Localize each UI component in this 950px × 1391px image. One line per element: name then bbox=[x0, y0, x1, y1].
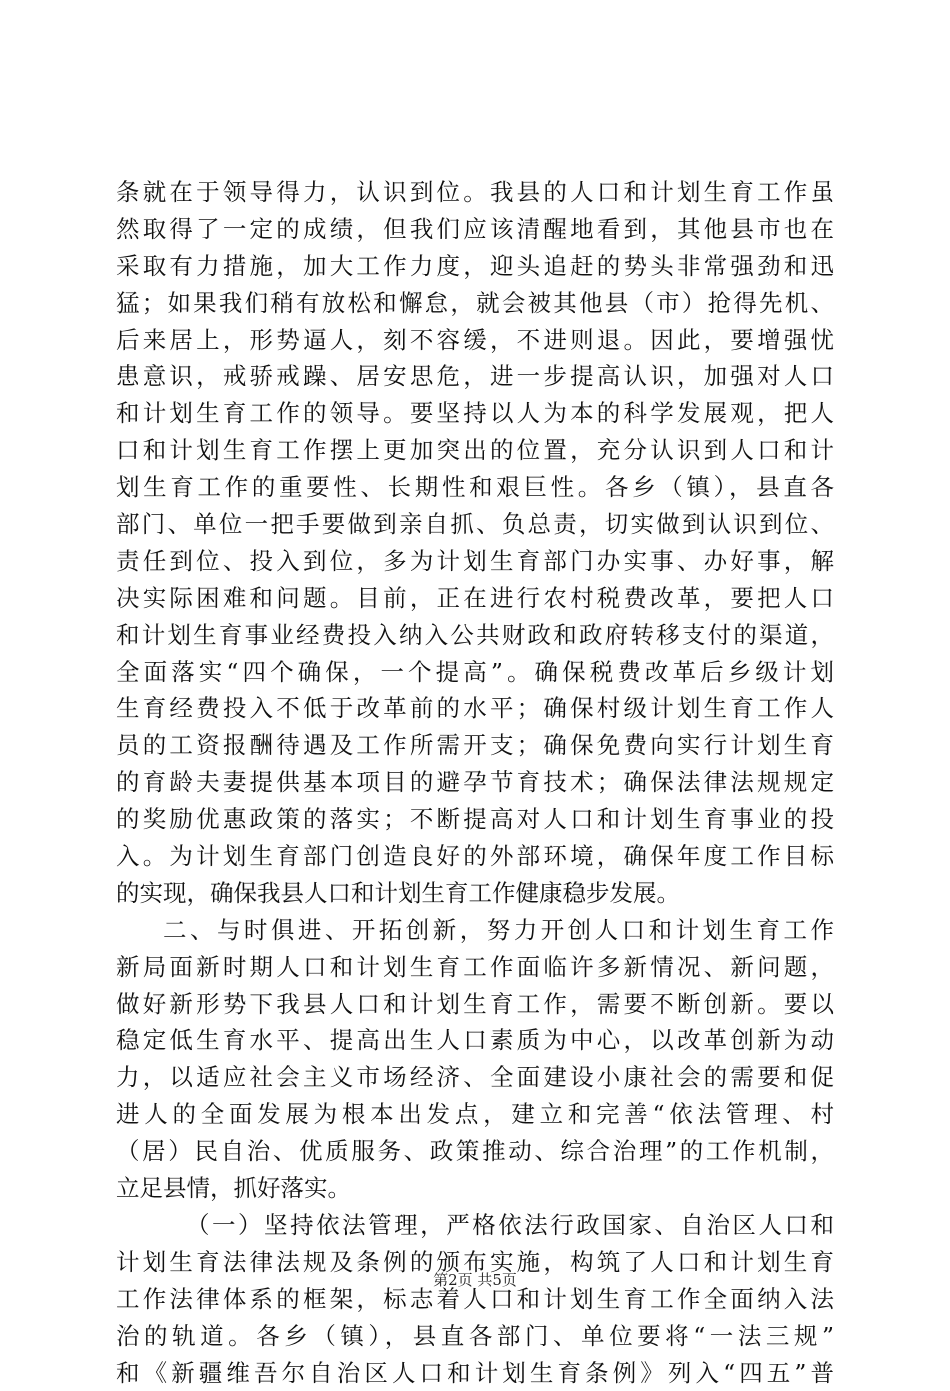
text-line: （一）坚持依法管理，严格依法行政国家、自治区人口和 bbox=[116, 1207, 834, 1244]
text-line: 和计划生育工作的领导。要坚持以人为本的科学发展观，把人 bbox=[116, 395, 834, 432]
text-line: 的实现，确保我县人口和计划生育工作健康稳步发展。 bbox=[116, 875, 834, 912]
text-line: 的奖励优惠政策的落实；不断提高对人口和计划生育事业的投 bbox=[116, 801, 834, 838]
text-line: 条就在于领导得力，认识到位。我县的人口和计划生育工作虽 bbox=[116, 174, 834, 211]
text-line: 口和计划生育工作摆上更加突出的位置，充分认识到人口和计 bbox=[116, 432, 834, 469]
text-line: 生育经费投入不低于改革前的水平；确保村级计划生育工作人 bbox=[116, 690, 834, 727]
text-line: 进人的全面发展为根本出发点，建立和完善“依法管理、村 bbox=[116, 1096, 834, 1133]
text-line: 和计划生育事业经费投入纳入公共财政和政府转移支付的渠道， bbox=[116, 617, 834, 654]
text-line: 猛；如果我们稍有放松和懈怠，就会被其他县（市）抢得先机、 bbox=[116, 285, 834, 322]
text-line: 部门、单位一把手要做到亲自抓、负总责，切实做到认识到位、 bbox=[116, 506, 834, 543]
text-line: 决实际困难和问题。目前，正在进行农村税费改革，要把人口 bbox=[116, 580, 834, 617]
text-line: 二、与时俱进、开拓创新，努力开创人口和计划生育工作 bbox=[116, 912, 834, 949]
text-line: 稳定低生育水平、提高出生人口素质为中心，以改革创新为动 bbox=[116, 1022, 834, 1059]
text-line: 患意识，戒骄戒躁、居安思危，进一步提高认识，加强对人口 bbox=[116, 358, 834, 395]
text-line: 计划生育法律法规及条例的颁布实施，构筑了人口和计划生育 bbox=[116, 1244, 834, 1281]
text-line: 和《新疆维吾尔自治区人口和计划生育条例》列入“四五”普 bbox=[116, 1355, 834, 1391]
text-line: 然取得了一定的成绩，但我们应该清醒地看到，其他县市也在 bbox=[116, 211, 834, 248]
text-line: （居）民自治、优质服务、政策推动、综合治理”的工作机制， bbox=[116, 1133, 834, 1170]
text-line: 治的轨道。各乡（镇），县直各部门、单位要将“一法三规” bbox=[116, 1318, 834, 1355]
text-line: 入。为计划生育部门创造良好的外部环境，确保年度工作目标 bbox=[116, 838, 834, 875]
page-footer: 第2页 共5页 bbox=[0, 1270, 950, 1290]
text-line: 立足县情，抓好落实。 bbox=[116, 1170, 834, 1207]
text-line: 员的工资报酬待遇及工作所需开支；确保免费向实行计划生育 bbox=[116, 727, 834, 764]
text-line: 责任到位、投入到位，多为计划生育部门办实事、办好事，解 bbox=[116, 543, 834, 580]
document-body bbox=[116, 174, 834, 1391]
text-line: 新局面新时期人口和计划生育工作面临许多新情况、新问题， bbox=[116, 949, 834, 986]
text-line: 后来居上，形势逼人，刻不容缓，不进则退。因此，要增强忧 bbox=[116, 322, 834, 359]
text-line: 采取有力措施，加大工作力度，迎头追赶的势头非常强劲和迅 bbox=[116, 248, 834, 285]
text-line: 的育龄夫妻提供基本项目的避孕节育技术；确保法律法规规定 bbox=[116, 764, 834, 801]
text-line: 工作法律体系的框架，标志着人口和计划生育工作全面纳入法 bbox=[116, 1281, 834, 1318]
text-line: 做好新形势下我县人口和计划生育工作，需要不断创新。要以 bbox=[116, 986, 834, 1023]
text-line: 划生育工作的重要性、长期性和艰巨性。各乡（镇），县直各 bbox=[116, 469, 834, 506]
text-line: 力，以适应社会主义市场经济、全面建设小康社会的需要和促 bbox=[116, 1059, 834, 1096]
text-line: 全面落实“四个确保，一个提高”。确保税费改革后乡级计划 bbox=[116, 654, 834, 691]
